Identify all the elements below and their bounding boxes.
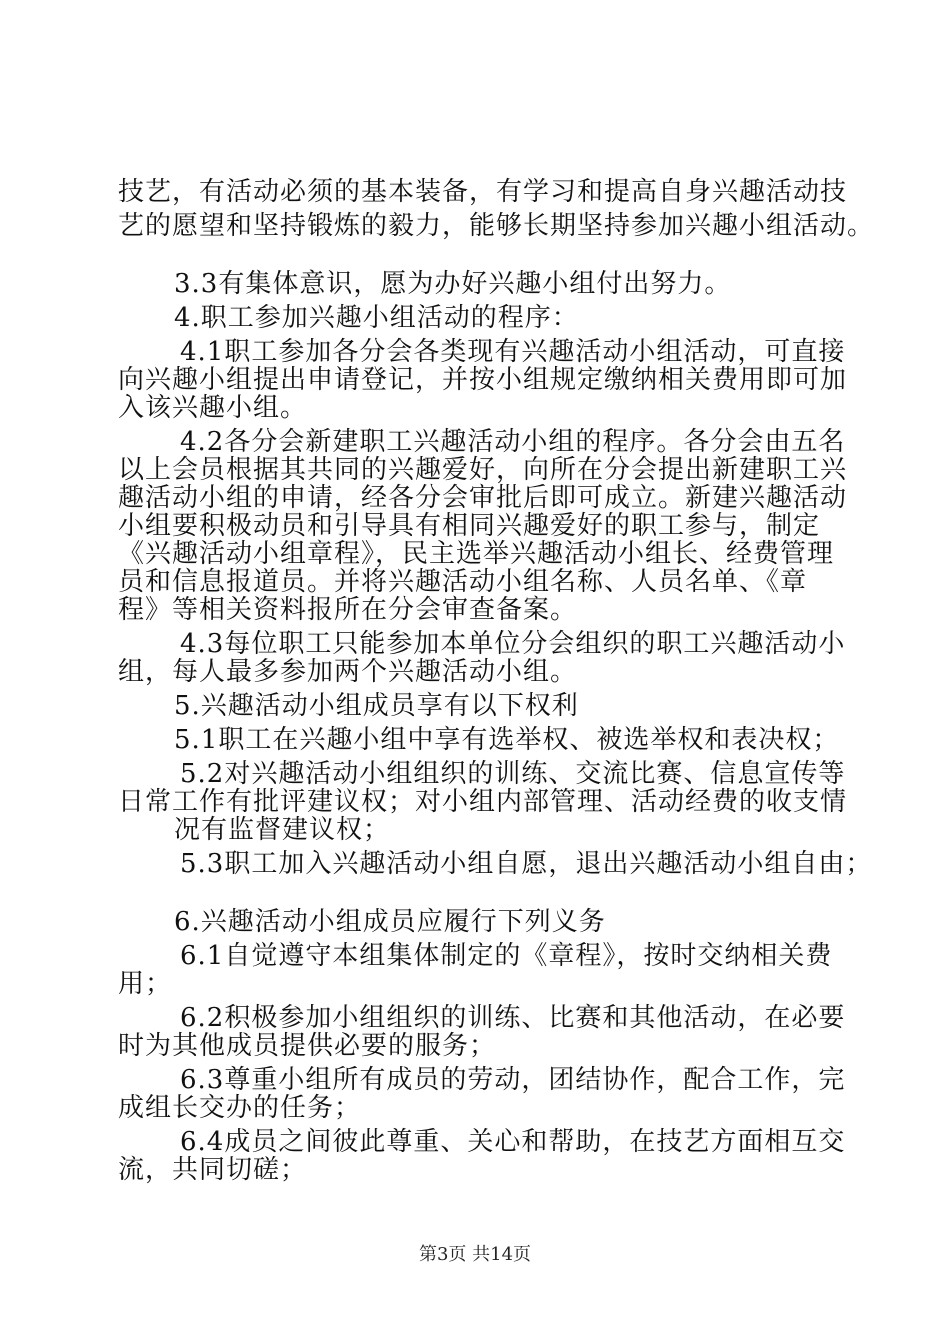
text-line: 员和信息报道员。并将兴趣活动小组名称、人员名单、《章 xyxy=(118,567,808,597)
text-line: 小组要积极动员和引导具有相同兴趣爱好的职工参与，制定 xyxy=(118,511,821,541)
page-number-footer: 第3页 共14页 xyxy=(418,1244,532,1265)
text-line: 日常工作有批评建议权；对小组内部管理、活动经费的收支情 xyxy=(118,787,848,817)
text-line: 《兴趣活动小组章程》，民主选举兴趣活动小组长、经费管理 xyxy=(118,539,835,569)
text-line: 5.兴趣活动小组成员享有以下权利 xyxy=(174,691,579,721)
text-line: 4.职工参加兴趣小组活动的程序： xyxy=(174,303,579,333)
text-line: 6.2积极参加小组组织的训练、比赛和其他活动，在必要 xyxy=(180,1003,846,1033)
text-line: 成组长交办的任务； xyxy=(118,1093,362,1123)
text-line: 用； xyxy=(118,969,173,999)
text-line: 6.兴趣活动小组成员应履行下列义务 xyxy=(174,907,606,937)
text-line: 4.3每位职工只能参加本单位分会组织的职工兴趣活动小 xyxy=(180,629,846,659)
text-line: 6.4成员之间彼此尊重、关心和帮助，在技艺方面相互交 xyxy=(180,1127,846,1157)
text-line: 5.1职工在兴趣小组中享有选举权、被选举权和表决权； xyxy=(174,725,840,755)
text-line: 流，共同切磋； xyxy=(118,1155,308,1185)
text-line: 4.2各分会新建职工兴趣活动小组的程序。各分会由五名 xyxy=(180,427,846,457)
text-line: 技艺，有活动必须的基本装备，有学习和提高自身兴趣活动技 xyxy=(118,177,848,207)
text-line: 以上会员根据其共同的兴趣爱好，向所在分会提出新建职工兴 xyxy=(118,455,848,485)
text-line: 况有监督建议权； xyxy=(174,815,391,845)
text-line: 时为其他成员提供必要的服务； xyxy=(118,1031,497,1061)
text-line: 趣活动小组的申请，经各分会审批后即可成立。新建兴趣活动 xyxy=(118,483,848,513)
text-line: 组，每人最多参加两个兴趣活动小组。 xyxy=(118,657,578,687)
text-line: 6.1自觉遵守本组集体制定的《章程》，按时交纳相关费 xyxy=(180,941,833,971)
text-line: 5.3职工加入兴趣活动小组自愿，退出兴趣活动小组自由； xyxy=(180,849,873,879)
text-line: 4.1职工参加各分会各类现有兴趣活动小组活动，可直接 xyxy=(180,337,846,367)
text-line: 6.3尊重小组所有成员的劳动，团结协作，配合工作，完 xyxy=(180,1065,846,1095)
text-line: 程》等相关资料报所在分会审查备案。 xyxy=(118,595,578,625)
text-line: 入该兴趣小组。 xyxy=(118,393,308,423)
text-line: 艺的愿望和坚持锻炼的毅力，能够长期坚持参加兴趣小组活动。 xyxy=(118,211,875,241)
text-line: 5.2对兴趣活动小组组织的训练、交流比赛、信息宣传等 xyxy=(180,759,846,789)
text-line: 向兴趣小组提出申请登记，并按小组规定缴纳相关费用即可加 xyxy=(118,365,848,395)
text-line: 3.3有集体意识，愿为办好兴趣小组付出努力。 xyxy=(174,269,732,299)
